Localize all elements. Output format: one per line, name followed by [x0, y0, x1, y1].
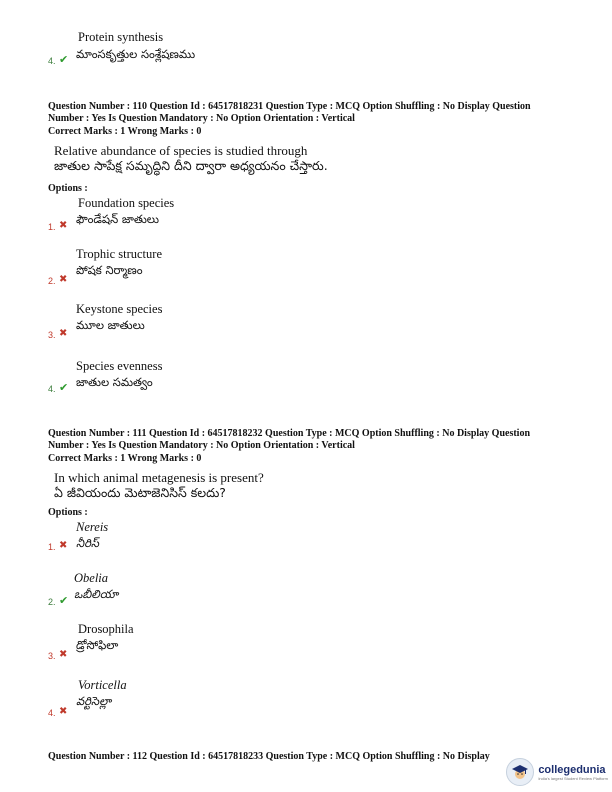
option-number: 2.: [48, 597, 56, 607]
wrong-cross-icon: ✖: [59, 328, 68, 339]
option-text-telugu: మాంసకృత్తుల సంశ్లేషణము: [76, 47, 196, 61]
graduate-cap-icon: [506, 758, 534, 786]
question-meta-line1: Question Number : 112 Question Id : 64517818233 Question Type : MCQ Option Shuffling : No Display: [48, 751, 490, 762]
question-marks: Correct Marks : 1 Wrong Marks : 0: [48, 453, 202, 464]
option-text-english: Foundation species: [78, 196, 175, 210]
option-text-english: Obelia: [74, 571, 109, 585]
collegedunia-logo: [506, 758, 608, 786]
correct-check-icon: ✔: [59, 381, 69, 394]
question-text-telugu: ఏ జీవియందు మెటాజెనిసిస్ కలదు?: [54, 485, 226, 500]
option-number: 3.: [48, 330, 56, 340]
question-meta-line2: Number : Yes Is Question Mandatory : No Option Orientation : Vertical: [48, 113, 355, 124]
option-text-telugu: ఫౌండేషన్ జాతులు: [76, 212, 159, 226]
option-text-telugu: జాతుల సమత్వం: [76, 375, 153, 389]
options-label: Options :: [48, 183, 88, 194]
option-number: 2.: [48, 276, 56, 286]
wrong-cross-icon: ✖: [59, 706, 68, 717]
wrong-cross-icon: ✖: [59, 540, 68, 551]
option-text-telugu: పోషక నిర్మాణం: [76, 263, 143, 277]
option-text-telugu: నీరిస్: [76, 536, 99, 550]
question-text-english: In which animal metagenesis is present?: [54, 470, 264, 485]
wrong-cross-icon: ✖: [59, 220, 68, 231]
option-number: 4.: [48, 56, 56, 66]
question-meta-line1: Question Number : 110 Question Id : 64517818231 Question Type : MCQ Option Shuffling : No Display Question: [48, 101, 531, 112]
option-text-english: Species evenness: [76, 359, 163, 373]
option-number: 3.: [48, 651, 56, 661]
wrong-cross-icon: ✖: [59, 274, 68, 285]
option-text-telugu: డ్రోసోఫిలా: [76, 638, 119, 652]
option-text-english: Protein synthesis: [78, 30, 164, 44]
correct-check-icon: ✔: [59, 594, 69, 607]
option-text-english: Drosophila: [78, 622, 134, 636]
option-text-english: Trophic structure: [76, 247, 162, 261]
question-text-telugu: జాతుల సాపేక్ష సమృద్ధిని దీని ద్వారా అధ్యయనం చేస్తారు.: [54, 158, 328, 173]
wrong-cross-icon: ✖: [59, 649, 68, 660]
logo-name: collegedunia: [538, 763, 606, 776]
options-label: Options :: [48, 507, 88, 518]
question-meta-line1: Question Number : 111 Question Id : 64517818232 Question Type : MCQ Option Shuffling : No Display Question: [48, 428, 531, 439]
option-number: 1.: [48, 222, 56, 232]
question-meta-line2: Number : Yes Is Question Mandatory : No Option Orientation : Vertical: [48, 440, 355, 451]
option-number: 4.: [48, 384, 56, 394]
question-text-english: Relative abundance of species is studied through: [54, 143, 308, 158]
option-text-english: Vorticella: [78, 678, 127, 692]
option-text-telugu: మూల జాతులు: [76, 318, 145, 332]
correct-check-icon: ✔: [59, 53, 69, 66]
option-text-english: Keystone species: [76, 302, 163, 316]
option-number: 4.: [48, 708, 56, 718]
question-marks: Correct Marks : 1 Wrong Marks : 0: [48, 126, 202, 137]
option-text-telugu: వర్టిసెల్లా: [76, 694, 112, 708]
logo-tagline: India's largest Student Review Platform: [538, 775, 608, 781]
option-text-english: Nereis: [76, 520, 109, 534]
option-number: 1.: [48, 542, 56, 552]
option-text-telugu: ఒబీలియా: [74, 587, 119, 601]
